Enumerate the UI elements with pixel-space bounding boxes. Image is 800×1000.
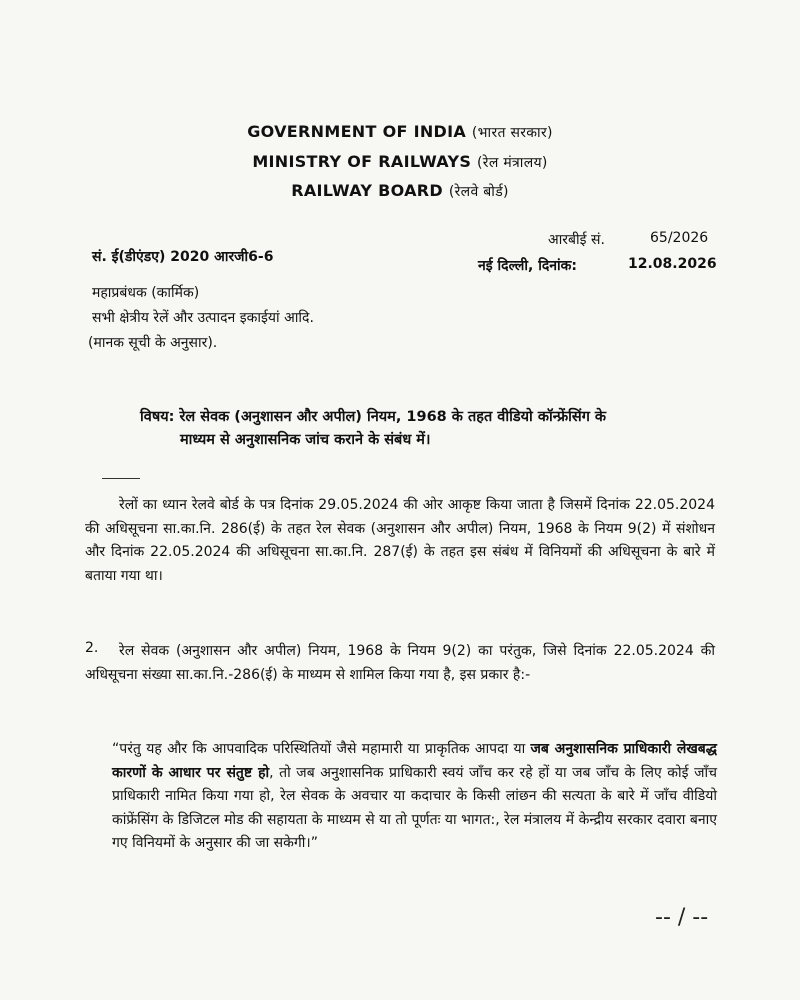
addressee-line-2: सभी क्षेत्रीय रेलें और उत्पादन इकाईयां आदि.	[92, 310, 314, 326]
header-government-hi: (भारत सरकार)	[471, 125, 553, 141]
addressee-line-3: (मानक सूची के अनुसार).	[88, 335, 218, 351]
subject	[140, 406, 720, 452]
page-continuation-mark: -- / --	[655, 905, 709, 930]
header-ministry-hi: (रेल मंत्रालय)	[477, 155, 548, 171]
divider	[102, 478, 140, 479]
rbe-number: 65/2026	[650, 230, 709, 246]
header-ministry-en: MINISTRY OF RAILWAYS	[252, 152, 472, 171]
header-line-3	[0, 181, 800, 201]
header-board-hi: (रेलवे बोर्ड)	[448, 184, 509, 200]
quoted-rule	[112, 738, 717, 856]
quote-text-1: “परंतु यह और कि आपवादिक परिस्थितियों जैसे महामारी या प्राकृतिक आपदा या	[112, 741, 531, 757]
header-line-2	[0, 152, 800, 172]
quote-text-2: , तो जब अनुशासनिक प्राधिकारी स्वयं जाँच कर रहे हों या जब जाँच के लिए कोई जाँच प्राधिकारी नामित किया गया हो, रेल सेवक के अवचार या कदाचार के किसी लांछन की सत्यता के बारे में जाँच वीडियो कांफ्रेंसिंग के डिजिटल मोड की सहायता के माध्यम से या तो पूर्णतः या भागत:, रेल मंत्रालय में केन्द्रीय सरकार दवारा बनाए गए विनियमों के अनुसार की जा सकेगी।”	[112, 764, 717, 851]
paragraph-1: रेलों का ध्यान रेलवे बोर्ड के पत्र दिनांक 29.05.2024 की ओर आकृष्ट किया जाता है जिसमें दिनांक 22.05.2024 की अधिसूचना सा.का.नि. 286(ई) के तहत रेल सेवक (अनुशासन और अपील) नियम, 1968 के नियम 9(2) में संशोधन और दिनांक 22.05.2024 की अधिसूचना सा.का.नि. 287(ई) के तहत इस संबंध में विनियमों की अधिसूचना के बारे में बताया गया था।	[85, 497, 715, 584]
file-number: सं. ई(डीएंडए) 2020 आरजी6-6	[92, 249, 274, 265]
quote-text-bold: जब अनुशासनिक प्राधिकारी लेखबद्ध कारणों के आधार पर संतुष्ट हो	[112, 741, 717, 781]
subject-line-2: माध्यम से अनुशासनिक जांच कराने के संबंध में।	[180, 432, 431, 448]
subject-line-1: विषय: रेल सेवक (अनुशासन और अपील) नियम, 1968 के तहत वीडियो कॉन्फ्रेंसिंग के	[140, 409, 607, 425]
header-government-en: GOVERNMENT OF INDIA	[247, 122, 467, 141]
addressee-line-1: महाप्रबंधक (कार्मिक)	[92, 285, 200, 301]
paragraph-2: रेल सेवक (अनुशासन और अपील) नियम, 1968 के नियम 9(2) का परंतुक, जिसे दिनांक 22.05.2024 की अधिसूचना संख्या सा.का.नि.-286(ई) के माध्यम से शामिल किया गया है, इस प्रकार है:-	[85, 643, 715, 683]
date-label: नई दिल्ली, दिनांक:	[478, 258, 578, 274]
paragraph-2-number: 2.	[85, 640, 99, 656]
date-value: 12.08.2026	[628, 256, 717, 272]
rbe-label: आरबीई सं.	[548, 232, 605, 248]
header-line-1	[0, 122, 800, 142]
header-board-en: RAILWAY BOARD	[291, 181, 444, 200]
